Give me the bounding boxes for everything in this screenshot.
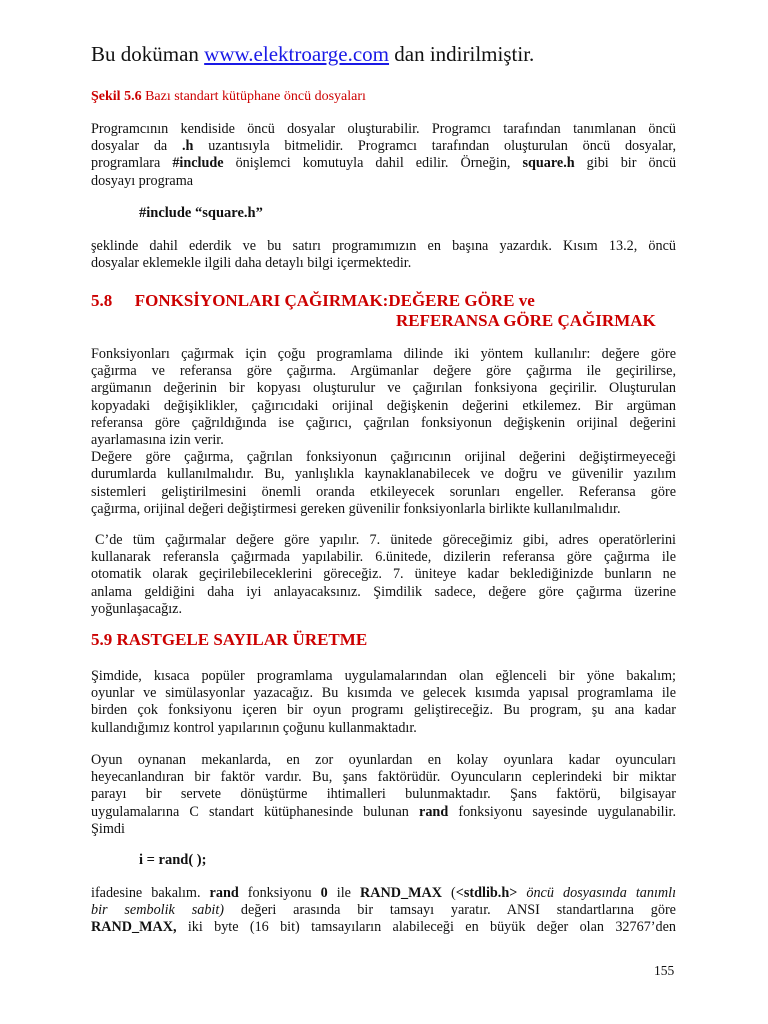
section-heading-5-8-line2: REFERANSA GÖRE ÇAĞIRMAK <box>396 311 656 330</box>
paragraph-rand-range: ifadesine bakalım. rand fonksiyonu 0 ile RAND_MAX (<stdlib.h> öncü dosyasında tanımlı bir sembolik sabit) değeri arasında bir tamsayı yaratır. ANSI standartlarına göre RAND_MAX, iki byte (16 bit) tamsayıların alabileceği en büyük değer olan 32767’den <box>91 885 677 936</box>
page-number: 155 <box>654 963 675 978</box>
paragraph-random-intro: Şimdide, kısaca popüler programlama uygulamalarından olan eğlenceli bir yöne bakalım; oyunlar ve simülasyonlar yazacağız. Bu kısımda ve gelecek kısımda yapısal programlama ile birden çok fonksiyonu içeren bir oyun programı geliştireceğiz. Bu program, şu ana kadar kullandığımız kontrol yapılarının çoğunu kullanmaktadır. <box>91 668 676 736</box>
elektroarge-link[interactable]: www.elektroarge.com <box>204 42 390 66</box>
paragraph-chance-factor: Oyun oynanan mekanlarda, en zor oyunlardan en kolay oyunlara kadar oyuncuları heyecanlandıran bir faktör vardır. Bu, şans faktörüdür. Oyuncuların ceplerindeki bir miktar parayı bir servete dönüştürme ihtimalleri bulunmaktadır. Şans faktörü, bilgisayar uygulamalarına C standart kütüphanesinde bulunan rand fonksiyonu sayesinde uygulanabilir. Şimdi <box>91 752 677 837</box>
code-rand-call: i = rand( ); <box>139 852 207 868</box>
code-include-square: #include “square.h” <box>139 205 263 221</box>
section-heading-5-9: 5.9 RASTGELE SAYILAR ÜRETME <box>91 630 368 649</box>
paragraph-include-files: Programcının kendiside öncü dosyalar oluşturabilir. Programcı tarafından tanımlanan öncü dosyalar da .h uzantısıyla bitmelidir. Programcı tarafından oluşturulan öncü dosyalar, programlara #include önişlemci komutuyla dahil edilir. Örneğin, square.h gibi bir öncü dosyayı programa <box>91 121 677 189</box>
paragraph-call-methods: Fonksiyonları çağırmak için çoğu programlama dilinde iki yöntem kullanılır: değere göre çağırma ve referansa göre çağırma. Argümanlar değere göre çağırma ile geçirilirse, argümanın değerinin bir kopyası oluşturulur ve çağırılan fonksiyona geçirilir. Oluşturulan kopyadaki değişiklikler, çağırıcıdaki orijinal değişkenin değerini etkilemez. Bir argüman referansa göre çağrıldığında ise çağırıcı, çağrılan fonksiyonun değişkenin orijinal değerini ayarlamasına izin verir. Değere göre çağırma, çağrılan fonksiyonun çağırıcının orijinal değerini değiştirmeyeceği durumlarda kullanılmalıdır. Bu, yanlışlıkla kaynaklanabilecek ve doğru ve güvenilir yazılım sistemleri geliştirilmesini önemli oranda etkileyecek sorunları engeller. Referansa göre çağırma, orijinal değeri değiştirmesi gereken güvenilir fonksiyonlarla birlikte kullanılmalıdır. <box>91 346 676 517</box>
section-heading-5-8: 5.8 FONKSİYONLARI ÇAĞIRMAK:DEĞERE GÖRE ve <box>91 291 535 310</box>
figure-caption: Şekil 5.6 Bazı standart kütüphane öncü dosyaları <box>91 89 366 104</box>
paragraph-c-calls: C’de tüm çağırmalar değere göre yapılır. 7. ünitede göreceğimiz gibi, adres operatörlerini kullanarak referansla çağırmada yapılabilir. 6.ünitede, dizilerin referansa göre çağırma ile otomatik olarak geçirilebileceklerini göreceğiz. 7. üniteye kadar beklediğinizde bunların ne anlama geldiğini daha iyi anlayacaksınız. Şimdilik sadece, değere göre çağırma üzerine yoğunlaşacağız. <box>91 532 676 617</box>
paragraph-include-note: şeklinde dahil ederdik ve bu satırı programımızın en başına yazardık. Kısım 13.2, öncü dosyalar eklemekle ilgili daha detaylı bilgi içermektedir. <box>91 238 676 272</box>
download-notice: Bu doküman www.elektroarge.com dan indirilmiştir. <box>91 42 535 66</box>
